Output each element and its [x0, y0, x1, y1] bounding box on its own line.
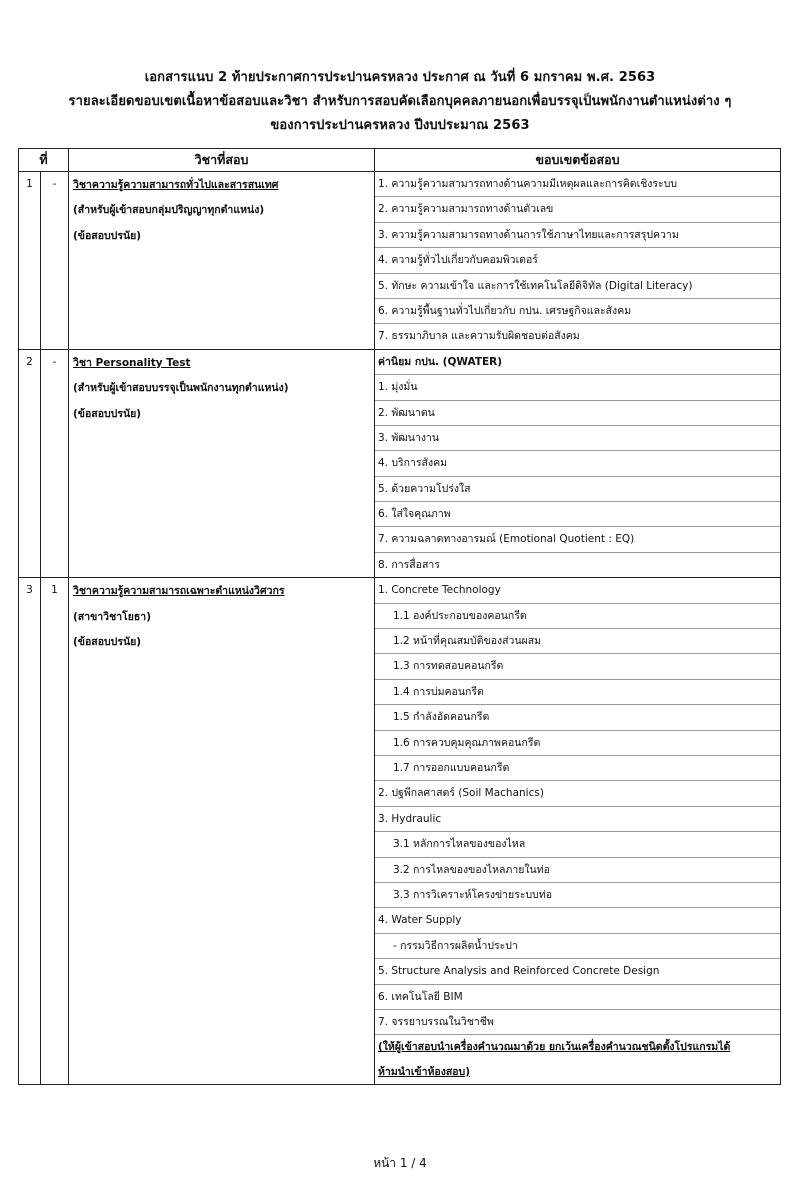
scope-item: 2. ความรู้ความสามารถทางด้านตัวเลข	[375, 197, 780, 222]
subject-type: (ข้อสอบปรนัย)	[73, 229, 142, 242]
scope-subitem: 1.3 การทดสอบคอนกรีต	[375, 654, 780, 679]
row-sub-number: -	[41, 172, 69, 350]
table-header-row	[19, 149, 781, 172]
scope-item: 5. Structure Analysis and Reinforced Concrete Design	[375, 959, 780, 984]
scope-item: 1. Concrete Technology	[375, 578, 780, 603]
header-line-3: ของการประปานครหลวง ปีงบประมาณ 2563	[270, 118, 530, 133]
scope-item: 1. ความรู้ความสามารถทางด้านความมีเหตุผลและการคิดเชิงระบบ	[375, 172, 780, 197]
scope-item: 8. การสื่อสาร	[378, 558, 440, 571]
scope-item: 3. พัฒนางาน	[375, 426, 780, 451]
scope-item: 3. ความรู้ความสามารถทางด้านการใช้ภาษาไทยและการสรุปความ	[375, 223, 780, 248]
scope-subitem: 1.7 การออกแบบคอนกรีต	[375, 756, 780, 781]
scope-subitem: 3.3 การวิเคราะห์โครงข่ายระบบท่อ	[375, 883, 780, 908]
scope-item: 4. ความรู้ทั่วไปเกี่ยวกับคอมพิวเตอร์	[375, 248, 780, 273]
subject-note: (สำหรับผู้เข้าสอบกลุ่มปริญญาทุกตำแหน่ง)	[73, 204, 265, 217]
scope-subitem: 3.2 การไหลของของไหลภายในท่อ	[375, 858, 780, 883]
scope-item: 7. จรรยาบรรณในวิชาชีพ	[375, 1010, 780, 1035]
calculator-note: (ให้ผู้เข้าสอบนำเครื่องคำนวณมาด้วย ยกเว้นเครื่องคำนวณชนิดตั้งโปรแกรมได้	[378, 1041, 731, 1054]
scope-item: 6. ความรู้พื้นฐานทั่วไปเกี่ยวกับ กปน. เศรษฐกิจและสังคม	[375, 299, 780, 324]
row-number: 3	[19, 578, 41, 1085]
calculator-note-continued: ห้ามนำเข้าห้องสอบ)	[378, 1065, 471, 1078]
row-sub-number: 1	[41, 578, 69, 1085]
scope-cell	[375, 349, 781, 578]
subject-title: วิชา Personality Test	[73, 356, 191, 369]
subject-title: วิชาความรู้ความสามารถเฉพาะตำแหน่งวิศวกร	[73, 585, 285, 598]
subject-cell	[69, 172, 375, 350]
scope-subitem: 1.5 กำลังอัดคอนกรีต	[375, 705, 780, 730]
col-header-scope: ขอบเขตข้อสอบ	[375, 149, 781, 172]
scope-cell	[375, 578, 781, 1085]
subject-type: (ข้อสอบปรนัย)	[73, 407, 142, 420]
subject-cell	[69, 578, 375, 1085]
scope-heading: ค่านิยม กปน. (QWATER)	[375, 350, 780, 375]
scope-subitem: 1.1 องค์ประกอบของคอนกรีต	[375, 604, 780, 629]
scope-item: 6. เทคโนโลยี BIM	[375, 985, 780, 1010]
header-line-1: เอกสารแนบ 2 ท้ายประกาศการประปานครหลวง ประกาศ ณ วันที่ 6 มกราคม พ.ศ. 2563	[144, 70, 656, 85]
scope-item: 3. Hydraulic	[375, 807, 780, 832]
row-sub-number: -	[41, 349, 69, 578]
scope-subitem: 1.2 หน้าที่คุณสมบัติของส่วนผสม	[375, 629, 780, 654]
table-row	[19, 578, 781, 1085]
scope-item: 7. ความฉลาดทางอารมณ์ (Emotional Quotient : EQ)	[375, 527, 780, 552]
col-header-no: ที่	[19, 149, 69, 172]
scope-subitem: 1.4 การบ่มคอนกรีต	[375, 680, 780, 705]
scope-item: 5. ด้วยความโปร่งใส	[375, 477, 780, 502]
scope-subitem: - กรรมวิธีการผลิตน้ำประปา	[375, 934, 780, 959]
subject-title: วิชาความรู้ความสามารถทั่วไปและสารสนเทศ	[73, 179, 279, 191]
row-number: 2	[19, 349, 41, 578]
scope-item: 4. บริการสังคม	[375, 451, 780, 476]
scope-item: 1. มุ่งมั่น	[375, 375, 780, 400]
scope-subitem: 1.6 การควบคุมคุณภาพคอนกรีต	[375, 731, 780, 756]
document-header	[0, 66, 800, 138]
table-row	[19, 172, 781, 350]
subject-note: (สำหรับผู้เข้าสอบบรรจุเป็นพนักงานทุกตำแหน่ง)	[73, 382, 289, 395]
table-row	[19, 349, 781, 578]
col-header-subject: วิชาที่สอบ	[69, 149, 375, 172]
scope-item: 7. ธรรมาภิบาล และความรับผิดชอบต่อสังคม	[378, 330, 580, 343]
row-number: 1	[19, 172, 41, 350]
scope-item: 4. Water Supply	[375, 908, 780, 933]
scope-subitem: 3.1 หลักการไหลของของไหล	[375, 832, 780, 857]
header-line-2: รายละเอียดขอบเขตเนื้อหาข้อสอบและวิชา สำหรับการสอบคัดเลือกบุคคลภายนอกเพื่อบรรจุเป็นพนักงานตำแหน่งต่าง ๆ	[68, 94, 732, 109]
subject-type: (ข้อสอบปรนัย)	[73, 636, 142, 649]
exam-scope-table	[18, 148, 781, 1085]
scope-item: 5. ทักษะ ความเข้าใจ และการใช้เทคโนโลยีดิจิทัล (Digital Literacy)	[375, 274, 780, 299]
subject-cell	[69, 349, 375, 578]
scope-cell	[375, 172, 781, 350]
page-number: หน้า 1 / 4	[373, 1156, 427, 1170]
scope-item: 2. ปฐพีกลศาสตร์ (Soil Machanics)	[375, 781, 780, 806]
subject-note: (สาขาวิชาโยธา)	[73, 610, 151, 623]
scope-item: 6. ใส่ใจคุณภาพ	[375, 502, 780, 527]
scope-item: 2. พัฒนาตน	[375, 401, 780, 426]
